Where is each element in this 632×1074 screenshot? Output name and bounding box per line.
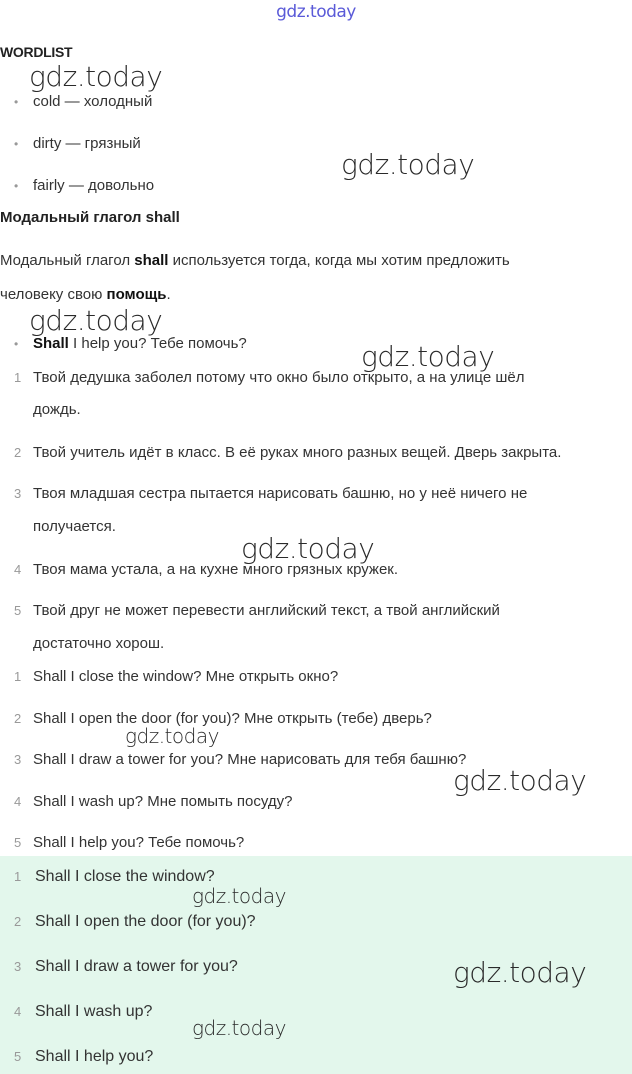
bullet-icon: • bbox=[14, 95, 19, 109]
situation-item: 5 Твой друг не может перевести английский текст, а твой английский bbox=[14, 602, 500, 619]
wordlist-item: • fairly — довольно bbox=[14, 175, 154, 197]
answer-item: 4 Shall I wash up? bbox=[14, 1003, 153, 1020]
watermark: gdz.today bbox=[192, 884, 286, 908]
translation-item: 4 Shall I wash up? Мне помыть посуду? bbox=[14, 793, 293, 810]
watermark: gdz.today bbox=[453, 764, 587, 797]
answer-item: 2 Shall I open the door (for you)? bbox=[14, 913, 256, 930]
translation-item: 1 Shall I close the window? Мне открыть окно? bbox=[14, 668, 339, 685]
situation-continuation: получается. bbox=[33, 518, 116, 535]
answer-item: 1 Shall I close the window? bbox=[14, 868, 215, 885]
watermark: gdz.today bbox=[29, 60, 163, 93]
situation-item: 4 Твоя мама устала, а на кухне много грязных кружек. bbox=[14, 561, 399, 578]
translation-item: 3 Shall I draw a tower for you? Мне нарисовать для тебя башню? bbox=[14, 751, 467, 768]
wordlist-title: WORDLIST bbox=[0, 44, 73, 60]
watermark: gdz.today bbox=[453, 956, 587, 989]
translation-item: 2 Shall I open the door (for you)? Мне открыть (тебе) дверь? bbox=[14, 710, 432, 727]
answer-item: 5 Shall I help you? bbox=[14, 1048, 154, 1065]
watermark: gdz.today bbox=[192, 1016, 286, 1040]
watermark: gdz.today bbox=[241, 532, 375, 565]
watermark: gdz.today bbox=[361, 340, 495, 373]
bullet-icon: • bbox=[14, 137, 19, 151]
situation-continuation: достаточно хорош. bbox=[33, 635, 165, 652]
wordlist-item: • cold — холодный bbox=[14, 91, 152, 113]
bullet-icon: • bbox=[14, 179, 19, 193]
bullet-icon: • bbox=[14, 337, 19, 351]
modal-paragraph-line2: человеку свою помощь. bbox=[0, 286, 171, 303]
translation-item: 5 Shall I help you? Тебе помочь? bbox=[14, 834, 245, 851]
watermark: gdz.today bbox=[341, 148, 475, 181]
top-watermark: gdz.today bbox=[276, 2, 356, 22]
modal-heading: Модальный глагол shall bbox=[0, 209, 180, 226]
situation-continuation: дождь. bbox=[33, 401, 81, 418]
modal-paragraph-line1: Модальный глагол shall используется тогда, когда мы хотим предложить bbox=[0, 252, 510, 269]
situation-item: 3 Твоя младшая сестра пытается нарисовать башню, но у неё ничего не bbox=[14, 485, 528, 502]
wordlist-item: • dirty — грязный bbox=[14, 133, 141, 155]
example-item: • Shall I help you? Тебе помочь? bbox=[14, 333, 247, 355]
watermark: gdz.today bbox=[29, 304, 163, 337]
situation-item: 2 Твой учитель идёт в класс. В её руках много разных вещей. Дверь закрыта. bbox=[14, 444, 562, 461]
watermark: gdz.today bbox=[125, 724, 219, 748]
answer-item: 3 Shall I draw a tower for you? bbox=[14, 958, 238, 975]
situation-item: 1 Твой дедушка заболел потому что окно было открыто, а на улице шёл bbox=[14, 369, 525, 386]
